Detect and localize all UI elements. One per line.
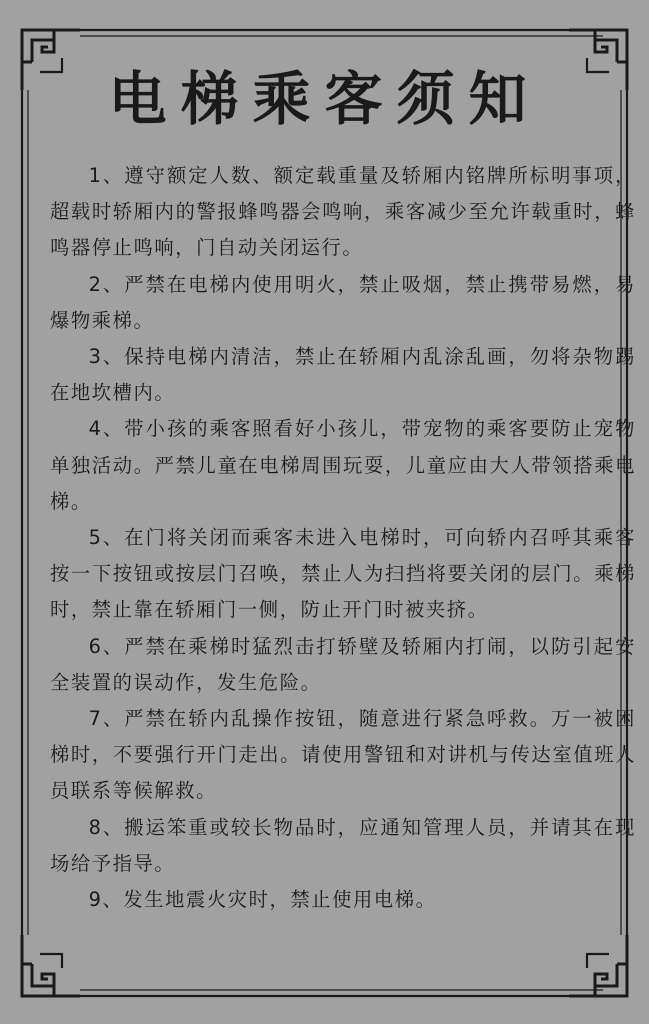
rule-item: 9、发生地震火灾时，禁止使用电梯。: [88, 888, 437, 912]
rule-item: 8、搬运笨重或较长物品时，应通知管理人员，并请其在现场给予指导。: [50, 815, 636, 875]
rule-item: 7、严禁在轿内乱操作按钮，随意进行紧急呼救。万一被困梯时，不要强行开门走出。请使用警钮和对讲机与传达室值班人员联系等候解救。: [50, 707, 636, 803]
rule-item: 4、带小孩的乘客照看好小孩儿，带宠物的乘客要防止宠物单独活动。严禁儿童在电梯周围玩耍，儿童应由大人带领搭乘电梯。: [50, 417, 636, 513]
rule-item: 2、严禁在电梯内使用明火，禁止吸烟，禁止携带易燃，易爆物乘梯。: [50, 272, 636, 332]
rule-item: 6、严禁在乘梯时猛烈击打轿壁及轿厢内打闹，以防引起安全装置的误动作，发生危险。: [50, 634, 636, 694]
corner-ornament-bottom-left: [22, 935, 80, 996]
rule-item: 5、在门将关闭而乘客未进入电梯时，可向轿内召呼其乘客按一下按钮或按层门召唤，禁止人为扫挡将要关闭的层门。乘梯时，禁止靠在轿厢门一侧，防止开门时被夹挤。: [50, 526, 636, 622]
corner-ornament-bottom-right: [569, 935, 627, 996]
rule-item: 3、保持电梯内清洁，禁止在轿厢内乱涂乱画，勿将杂物踢在地坎槽内。: [50, 345, 636, 405]
rule-item: 1、遵守额定人数、额定载重量及轿厢内铭牌所标明事项，超载时轿厢内的警报蜂鸣器会鸣响，乘客减少至允许载重时，蜂鸣器停止鸣响，门自动关闭运行。: [50, 164, 636, 260]
rules-list: [50, 158, 636, 918]
page-title: 电梯乘客须知: [108, 65, 541, 133]
